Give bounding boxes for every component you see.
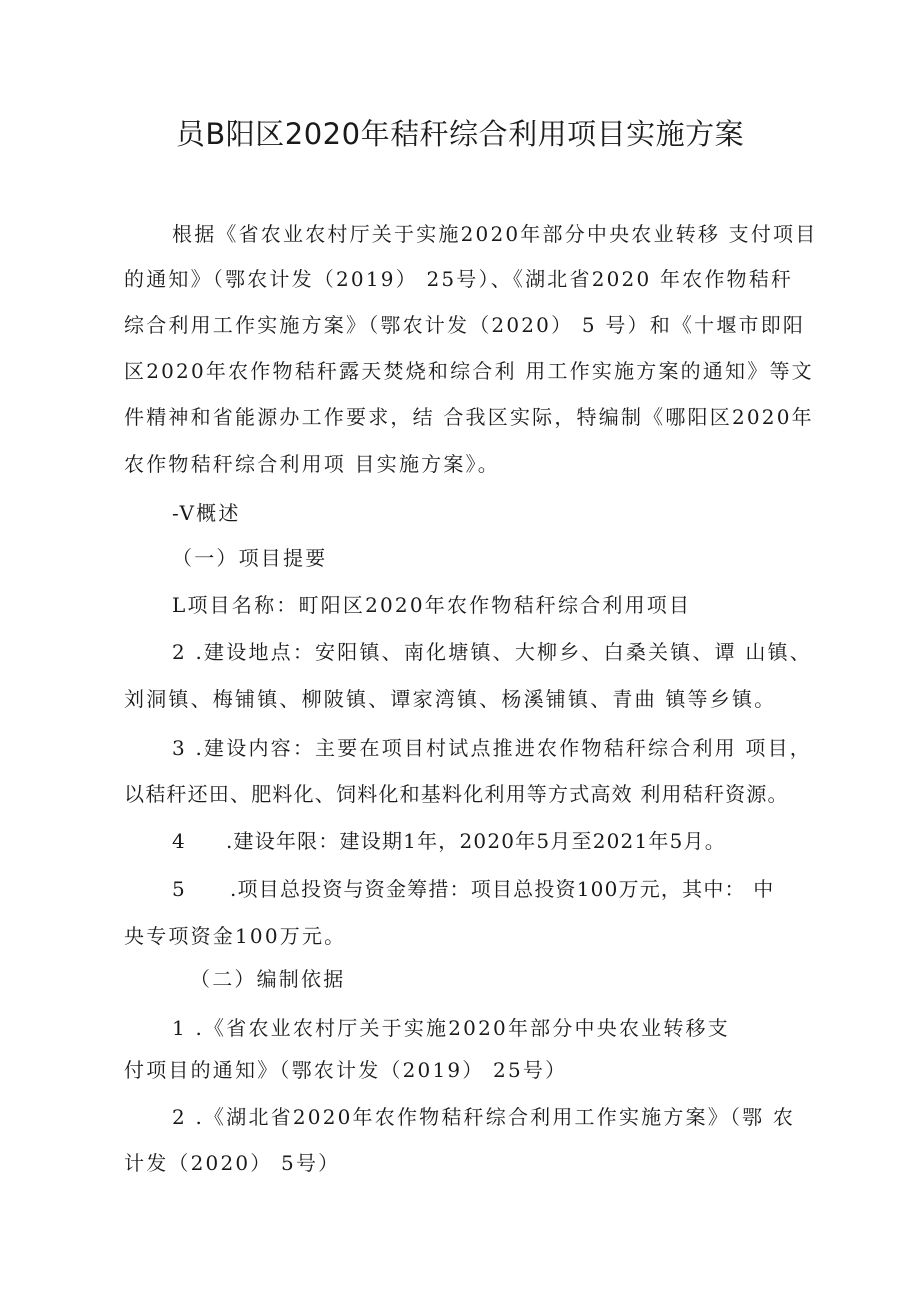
intro-line-4: 区2020年农作物秸秆露天焚烧和综合利 用工作实施方案的通知》等文 (124, 359, 814, 383)
item-location-line-2: 刘洞镇、梅铺镇、柳陂镇、谭家湾镇、杨溪铺镇、青曲 镇等乡镇。 (124, 687, 777, 711)
item-project-name: L项目名称：町阳区2020年农作物秸秆综合利用项目 (172, 593, 692, 617)
intro-line-3: 综合利用工作实施方案》（鄂农计发（2020） 5 号）和《十堰市即阳 (124, 313, 806, 337)
document-title: 员B阳区2020年秸秆综合利用项目实施方案 (175, 117, 745, 151)
subsection-heading-basis: （二）编制依据 (190, 967, 346, 991)
item-investment-number: 5 (172, 877, 187, 901)
section-heading-overview: -V概述 (172, 501, 241, 525)
intro-line-5: 件精神和省能源办工作要求，结 合我区实际，特编制《哪阳区2020年 (124, 405, 814, 429)
item-period-number: 4 (172, 829, 187, 853)
intro-line-6: 农作物秸秆综合利用项 目实施方案》。 (124, 452, 500, 476)
item-investment-text: .项目总投资与资金筹措：项目总投资100万元，其中： 中 (230, 877, 775, 901)
intro-line-1: 根据《省农业农村厅关于实施2020年部分中央农业转移 支付项目 (172, 222, 818, 246)
basis-2-line-2: 计发（2020） 5号） (124, 1151, 341, 1175)
basis-2-line-1: 2 .《湖北省2020年农作物秸秆综合利用工作实施方案》（鄂 农 (172, 1105, 796, 1129)
intro-line-2: 的通知》（鄂农计发（2019） 25号）、《湖北省2020 年农作物秸秆 (124, 267, 794, 291)
item-period-text: .建设年限：建设期1年，2020年5月至2021年5月。 (226, 829, 726, 853)
basis-1-line-1: 1 .《省农业农村厅关于实施2020年部分中央农业转移支 (172, 1016, 730, 1040)
item-investment-line-2: 央专项资金100万元。 (124, 924, 347, 948)
item-content-line-1: 3 .建设内容：主要在项目村试点推进农作物秸秆综合利用 项目， (172, 736, 812, 760)
item-content-line-2: 以秸秆还田、肥料化、饲料化和基料化利用等方式高效 利用秸秆资源。 (124, 782, 789, 806)
subsection-heading-summary: （一）项目提要 (172, 546, 328, 570)
item-location-line-1: 2 .建设地点：安阳镇、南化塘镇、大柳乡、白桑关镇、谭 山镇、 (172, 640, 812, 664)
basis-1-line-2: 付项目的通知》（鄂农计发（2019） 25号） (124, 1058, 568, 1082)
